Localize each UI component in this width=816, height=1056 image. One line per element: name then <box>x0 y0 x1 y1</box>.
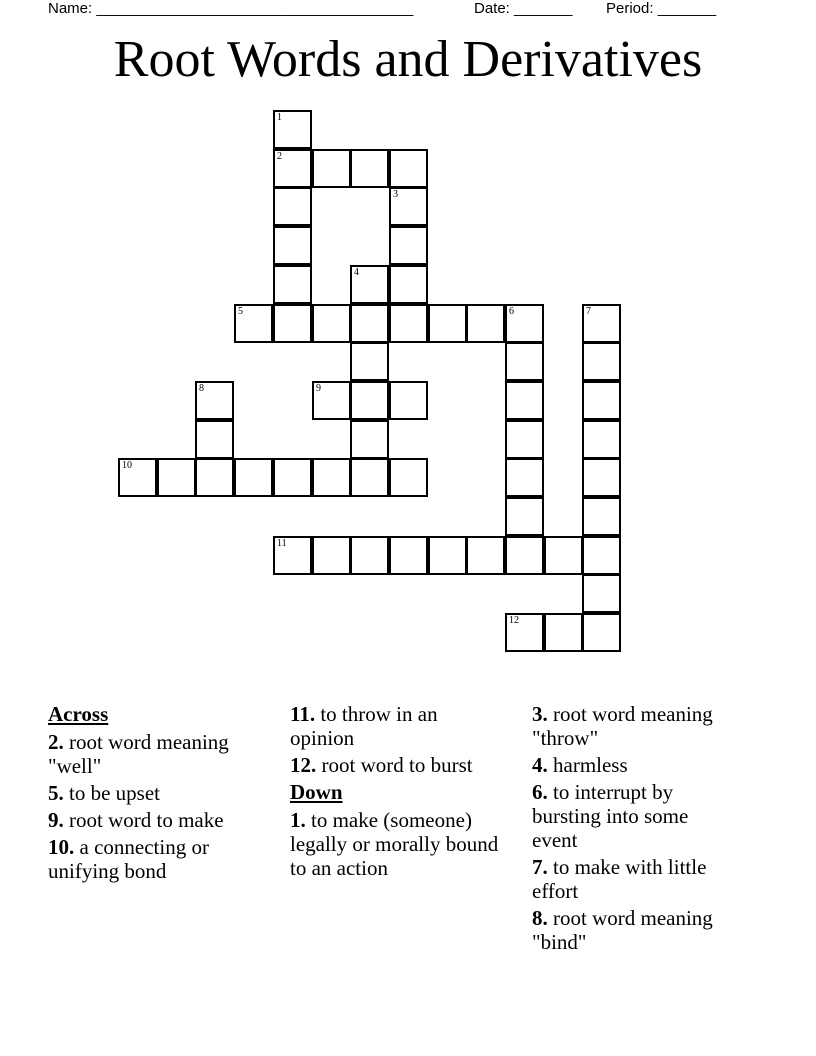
clue-across-10: 10. a connecting or unifying bond <box>48 835 209 883</box>
crossword-cell[interactable] <box>312 458 351 497</box>
crossword-cell[interactable] <box>273 187 312 226</box>
across-heading: Across <box>48 702 109 726</box>
crossword-cell-10[interactable] <box>118 458 157 497</box>
clue-across-5: 5. to be upset <box>48 781 160 805</box>
crossword-cell[interactable] <box>389 304 428 343</box>
clue-number: 5 <box>238 306 243 317</box>
crossword-cell[interactable] <box>350 458 389 497</box>
date-field[interactable]: Date: _______ <box>474 0 573 17</box>
crossword-cell[interactable] <box>389 458 428 497</box>
crossword-cell[interactable] <box>582 536 621 575</box>
crossword-cell[interactable] <box>350 304 389 343</box>
crossword-cell[interactable] <box>466 304 505 343</box>
clue-down-3: 3. root word meaning "throw" <box>532 702 713 750</box>
clue-down-7: 7. to make with little effort <box>532 855 707 903</box>
crossword-cell[interactable] <box>389 265 428 304</box>
crossword-cell[interactable] <box>195 420 234 459</box>
period-field[interactable]: Period: _______ <box>606 0 717 17</box>
clue-number: 11 <box>277 538 287 549</box>
crossword-cell[interactable] <box>389 381 428 420</box>
crossword-cell[interactable] <box>505 536 544 575</box>
crossword-cell[interactable] <box>582 574 621 613</box>
clue-number: 4 <box>354 267 359 278</box>
crossword-cell[interactable] <box>389 149 428 188</box>
crossword-cell-1[interactable] <box>273 110 312 149</box>
page-title: Root Words and Derivatives <box>113 31 703 88</box>
crossword-cell[interactable] <box>582 420 621 459</box>
crossword-cell[interactable] <box>505 381 544 420</box>
crossword-cell[interactable] <box>582 381 621 420</box>
crossword-cell-6[interactable] <box>505 304 544 343</box>
crossword-cell-8[interactable] <box>195 381 234 420</box>
clue-across-12: 12. root word to burst <box>290 753 473 777</box>
crossword-cell[interactable] <box>544 536 583 575</box>
crossword-cell[interactable] <box>312 149 351 188</box>
clue-down-1: 1. to make (someone) legally or morally bound to an action <box>290 808 499 880</box>
crossword-cell[interactable] <box>273 304 312 343</box>
crossword-cell-4[interactable] <box>350 265 389 304</box>
crossword-cell[interactable] <box>582 458 621 497</box>
crossword-cell[interactable] <box>312 536 351 575</box>
crossword-cell-7[interactable] <box>582 304 621 343</box>
crossword-cell-11[interactable] <box>273 536 312 575</box>
crossword-cell[interactable] <box>389 536 428 575</box>
crossword-cell[interactable] <box>505 420 544 459</box>
crossword-cell[interactable] <box>582 342 621 381</box>
clue-down-8: 8. root word meaning "bind" <box>532 906 713 954</box>
worksheet-header <box>0 0 816 20</box>
crossword-cell[interactable] <box>350 381 389 420</box>
clue-down-6: 6. to interrupt by bursting into some event <box>532 780 689 852</box>
crossword-cell[interactable] <box>157 458 196 497</box>
clue-across-11: 11. to throw in an opinion <box>290 702 438 750</box>
crossword-cell[interactable] <box>350 342 389 381</box>
crossword-cell[interactable] <box>466 536 505 575</box>
clue-number: 3 <box>393 189 398 200</box>
crossword-cell[interactable] <box>389 226 428 265</box>
crossword-cell[interactable] <box>350 536 389 575</box>
crossword-cell-12[interactable] <box>505 613 544 652</box>
clue-number: 6 <box>509 306 514 317</box>
crossword-cell[interactable] <box>273 226 312 265</box>
crossword-cell[interactable] <box>505 458 544 497</box>
crossword-cell[interactable] <box>582 613 621 652</box>
clue-column-2 <box>290 702 505 883</box>
clue-column-3 <box>532 702 732 957</box>
crossword-cell[interactable] <box>544 613 583 652</box>
clue-down-4: 4. harmless <box>532 753 628 777</box>
crossword-cell[interactable] <box>505 497 544 536</box>
crossword-cell[interactable] <box>273 265 312 304</box>
crossword-cell-9[interactable] <box>312 381 351 420</box>
crossword-cell-5[interactable] <box>234 304 273 343</box>
clue-number: 1 <box>277 112 282 123</box>
clue-number: 8 <box>199 383 204 394</box>
clue-across-2: 2. root word meaning "well" <box>48 730 229 778</box>
crossword-cell-2[interactable] <box>273 149 312 188</box>
clue-number: 9 <box>316 383 321 394</box>
crossword-cell[interactable] <box>195 458 234 497</box>
crossword-cell[interactable] <box>234 458 273 497</box>
crossword-cell[interactable] <box>428 304 467 343</box>
crossword-cell[interactable] <box>312 304 351 343</box>
clue-column-1 <box>48 702 263 886</box>
crossword-cell[interactable] <box>273 458 312 497</box>
crossword-cell-3[interactable] <box>389 187 428 226</box>
clue-across-9: 9. root word to make <box>48 808 224 832</box>
down-heading: Down <box>290 780 343 804</box>
clue-number: 12 <box>509 615 519 626</box>
clue-number: 10 <box>122 460 132 471</box>
crossword-cell[interactable] <box>582 497 621 536</box>
crossword-cell[interactable] <box>505 342 544 381</box>
crossword-cell[interactable] <box>350 420 389 459</box>
clue-number: 2 <box>277 151 282 162</box>
clue-number: 7 <box>586 306 591 317</box>
crossword-cell[interactable] <box>350 149 389 188</box>
crossword-cell[interactable] <box>428 536 467 575</box>
name-field[interactable]: Name: ______________________________________ <box>48 0 414 17</box>
